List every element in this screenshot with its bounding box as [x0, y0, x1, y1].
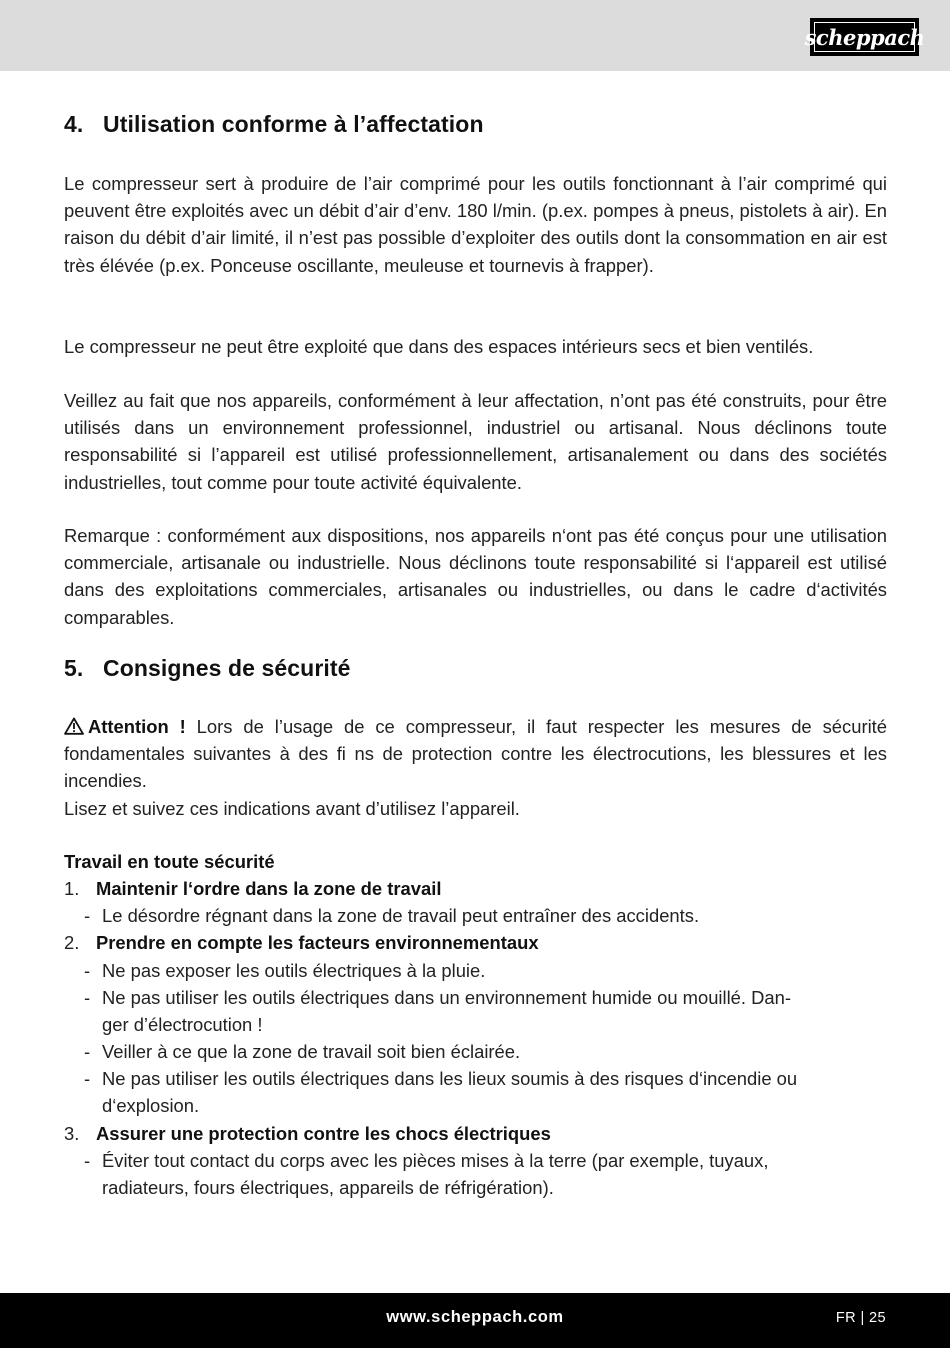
read-instruction: Lisez et suivez ces indications avant d’utilisez l’appareil.: [64, 798, 520, 819]
page-header: [0, 0, 950, 71]
attention-label: Attention !: [88, 716, 186, 737]
item-number: 1.: [64, 878, 80, 899]
bullet-dash: -: [84, 1150, 91, 1171]
item-number: 3.: [64, 1123, 80, 1144]
bullet-dash: -: [84, 905, 91, 926]
scheppach-logo: scheppach: [810, 18, 919, 56]
item-title: Assurer une protection contre les chocs électriques: [96, 1123, 551, 1144]
bullet-text: Ne pas exposer les outils électriques à la pluie.: [102, 960, 486, 981]
paragraph-remark: Remarque : conformément aux dispositions, nos appareils n‘ont pas été conçus pour une utilisation commerciale, artisanale ou industrielle. Nous déclinons toute responsabilité si l‘appareil est utilisé dans des exploitations commerciales, artisanales ou industrielles, ou dans le cadre d‘activités comparables.: [64, 525, 887, 628]
bullet-text: Le désordre régnant dans la zone de travail peut entraîner des accidents.: [102, 905, 700, 926]
bullet-dash: -: [84, 1041, 91, 1062]
bullet-text: Ne pas utiliser les outils électriques dans les lieux soumis à des risques d‘incendie ou: [102, 1068, 798, 1089]
bullet-text: Éviter tout contact du corps avec les pièces mises à la terre (par exemple, tuyaux,: [102, 1150, 769, 1171]
bullet-text: Veiller à ce que la zone de travail soit bien éclairée.: [102, 1041, 521, 1062]
section-title: Utilisation conforme à l’affectation: [103, 111, 484, 137]
bullet-dash: -: [84, 960, 91, 981]
section-4-heading: [64, 111, 484, 138]
page-footer: [0, 1293, 950, 1348]
paragraph-usage: Le compresseur sert à produire de l’air comprimé pour les outils fonctionnant à l’air comprimé qui peuvent être exploités avec un débit d’air d’env. 180 l/min. (p.ex. pompes à pneus, pistolets à air). En raison du débit d’air limité, il n’est pas possible d’exploiter des outils dont la consommation en air est très élévée (p.ex. Ponceuse oscillante, meuleuse et tournevis à frapper).: [64, 173, 887, 276]
item-title: Prendre en compte les facteurs environnementaux: [96, 932, 539, 953]
bullet-text-continued: radiateurs, fours électriques, appareils de réfrigération).: [102, 1177, 554, 1198]
item-title: Maintenir l‘ordre dans la zone de travail: [96, 878, 442, 899]
bullet-dash: -: [84, 1068, 91, 1089]
subheading-safe-work: Travail en toute sécurité: [64, 851, 275, 872]
paragraph-indoor: Le compresseur ne peut être exploité que dans des espaces intérieurs secs et bien ventilés.: [64, 336, 814, 357]
warning-triangle-icon: [64, 717, 84, 735]
bullet-text: Ne pas utiliser les outils électriques dans un environnement humide ou mouillé. Dan-: [102, 987, 791, 1008]
section-number: 4.: [64, 111, 84, 137]
footer-website-link[interactable]: www.scheppach.com: [386, 1308, 564, 1326]
bullet-dash: -: [84, 987, 91, 1008]
attention-paragraph: [64, 713, 887, 795]
section-title: Consignes de sécurité: [103, 655, 351, 681]
section-number: 5.: [64, 655, 84, 681]
item-number: 2.: [64, 932, 80, 953]
page-number: FR | 25: [835, 1310, 886, 1326]
section-5-heading: [64, 655, 351, 682]
attention-text: Lors de l’usage de ce compresseur, il faut respecter les mesures de sécurité fondamentales suivantes à des fi ns de protection contre les électrocutions, les blessures et les incendies.: [64, 716, 887, 792]
bullet-text-continued: d‘explosion.: [102, 1095, 200, 1116]
bullet-text-continued: ger d’électrocution !: [102, 1014, 263, 1035]
paragraph-professional: Veillez au fait que nos appareils, conformément à leur affectation, n’ont pas été construits, pour être utilisés dans un environnement professionnel, industriel ou artisanal. Nous déclinons toute responsabilité si l’appareil est utilisé professionnellement, artisanalement ou dans des sociétés industrielles, tout comme pour toute activité équivalente.: [64, 390, 887, 493]
